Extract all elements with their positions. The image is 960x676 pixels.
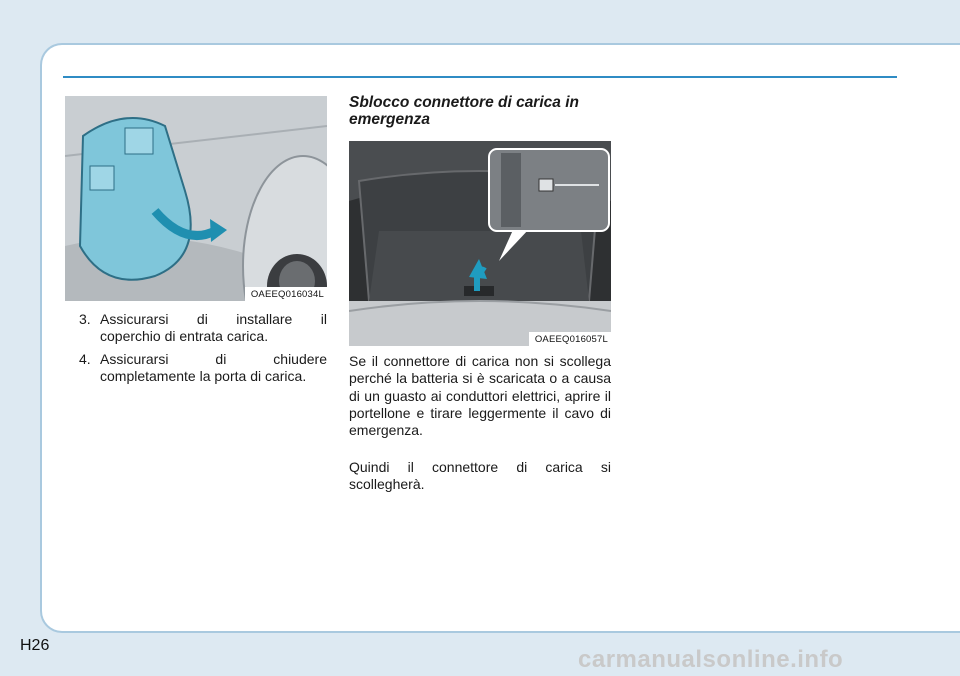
page-number: H26 bbox=[20, 637, 50, 654]
trunk-drawing bbox=[349, 141, 611, 346]
header-rule bbox=[63, 76, 897, 78]
step-number: 4. bbox=[79, 351, 91, 367]
figure-code: OAEEQ016034L bbox=[245, 287, 327, 301]
paragraph-disconnect: Quindi il connettore di carica si scollegherà. bbox=[349, 459, 611, 493]
charging-door-illustration bbox=[65, 96, 327, 301]
figure-code: OAEEQ016057L bbox=[529, 332, 611, 346]
paragraph-emergency-release: Se il connettore di carica non si scollega perché la batteria si è scaricata o a causa di un guasto ai conduttori elettrici, aprire il portellone e tirare leggermente il cavo di emergenza. bbox=[349, 353, 611, 439]
section-title: Sblocco connettore di carica in emergenza bbox=[349, 94, 579, 128]
list-item bbox=[79, 351, 327, 385]
step-text-line2: coperchio di entrata carica. bbox=[100, 328, 269, 344]
step-text-line1: Assicurarsi di chiudere bbox=[100, 351, 327, 367]
step-text-line1: Assicurarsi di installare il bbox=[100, 311, 327, 327]
charging-door-drawing bbox=[65, 96, 327, 301]
steps-list bbox=[79, 311, 327, 391]
trunk-illustration bbox=[349, 141, 611, 346]
step-text-line2: completamente la porta di carica. bbox=[100, 368, 307, 384]
list-item bbox=[79, 311, 327, 345]
step-number: 3. bbox=[79, 311, 91, 327]
watermark: carmanualsonline.info bbox=[578, 646, 844, 673]
